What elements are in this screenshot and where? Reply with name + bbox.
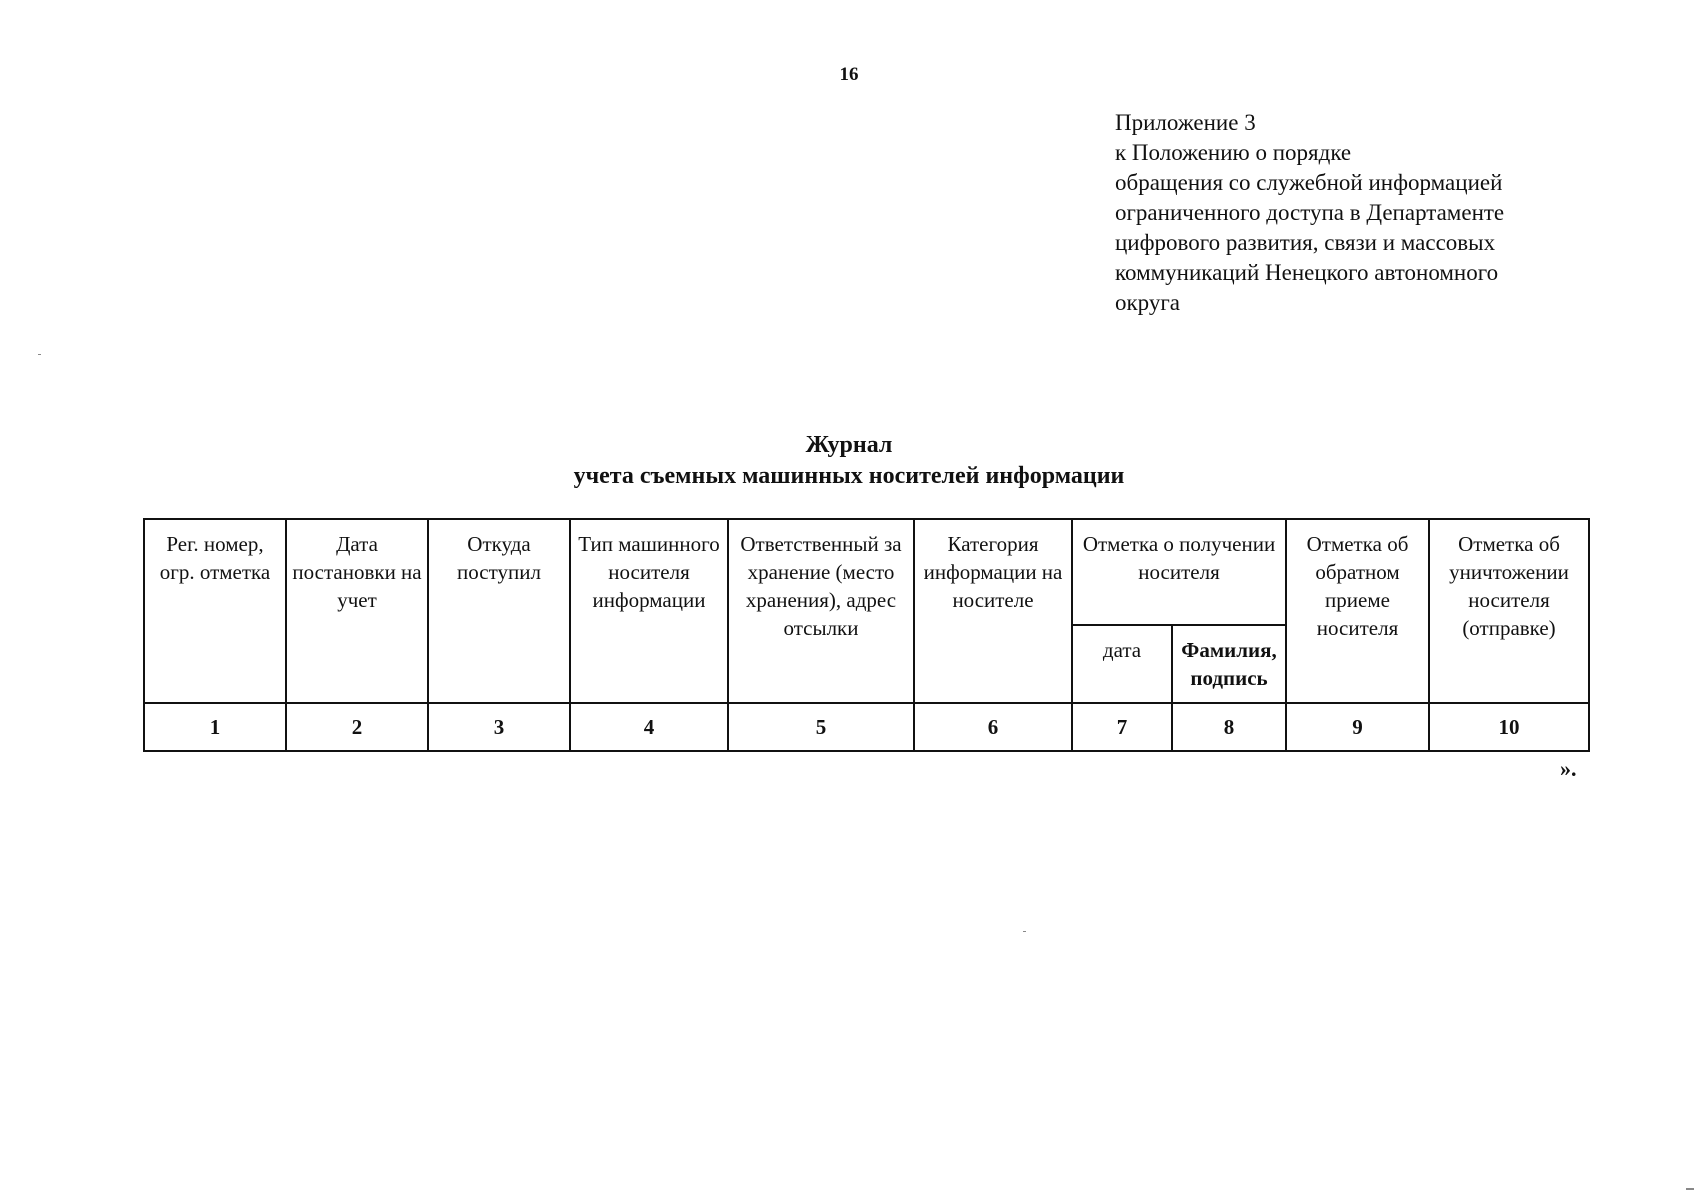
header-receipt-signature: Фамилия, подпись — [1172, 625, 1286, 703]
column-number: 2 — [286, 703, 428, 751]
header-registration-date: Дата постановки на учет — [286, 519, 428, 703]
scan-speck — [1686, 1188, 1694, 1190]
scan-speck — [1023, 931, 1026, 932]
column-number: 10 — [1429, 703, 1589, 751]
header-responsible: Ответственный за хранение (место хранения), адрес отсылки — [728, 519, 914, 703]
appendix-line: обращения со служебной информацией — [1115, 170, 1503, 195]
header-category: Категория информации на носителе — [914, 519, 1072, 703]
header-return-mark: Отметка об обратном приеме носителя — [1286, 519, 1429, 703]
title-line-1: Журнал — [805, 432, 893, 458]
column-number: 4 — [570, 703, 728, 751]
appendix-line: к Положению о порядке — [1115, 140, 1352, 165]
table-row — [144, 703, 1589, 751]
column-number: 6 — [914, 703, 1072, 751]
header-source: Откуда поступил — [428, 519, 570, 703]
page-number: 16 — [839, 64, 859, 85]
header-reg-number: Рег. номер, огр. отметка — [144, 519, 286, 703]
journal-title — [0, 430, 1698, 492]
title-line-2: учета съемных машинных носителей информации — [573, 463, 1125, 489]
column-number: 9 — [1286, 703, 1429, 751]
column-number: 3 — [428, 703, 570, 751]
closing-quote: ». — [1560, 756, 1577, 781]
header-media-type: Тип машинного носителя информации — [570, 519, 728, 703]
appendix-line: ограниченного доступа в Департаменте — [1115, 200, 1505, 225]
scan-speck — [38, 354, 41, 355]
column-number: 8 — [1172, 703, 1286, 751]
appendix-line: коммуникаций Ненецкого автономного — [1115, 260, 1499, 285]
appendix-reference — [1115, 108, 1655, 318]
appendix-line: цифрового развития, связи и массовых — [1115, 230, 1496, 255]
journal-table — [143, 518, 1590, 752]
appendix-line: Приложение 3 — [1115, 110, 1256, 135]
header-destruction-mark: Отметка об уничтожении носителя (отправке) — [1429, 519, 1589, 703]
column-number: 5 — [728, 703, 914, 751]
header-receipt-mark: Отметка о получении носителя — [1072, 519, 1286, 625]
column-number: 1 — [144, 703, 286, 751]
appendix-line: округа — [1115, 290, 1181, 315]
column-number: 7 — [1072, 703, 1172, 751]
header-receipt-date: дата — [1072, 625, 1172, 703]
